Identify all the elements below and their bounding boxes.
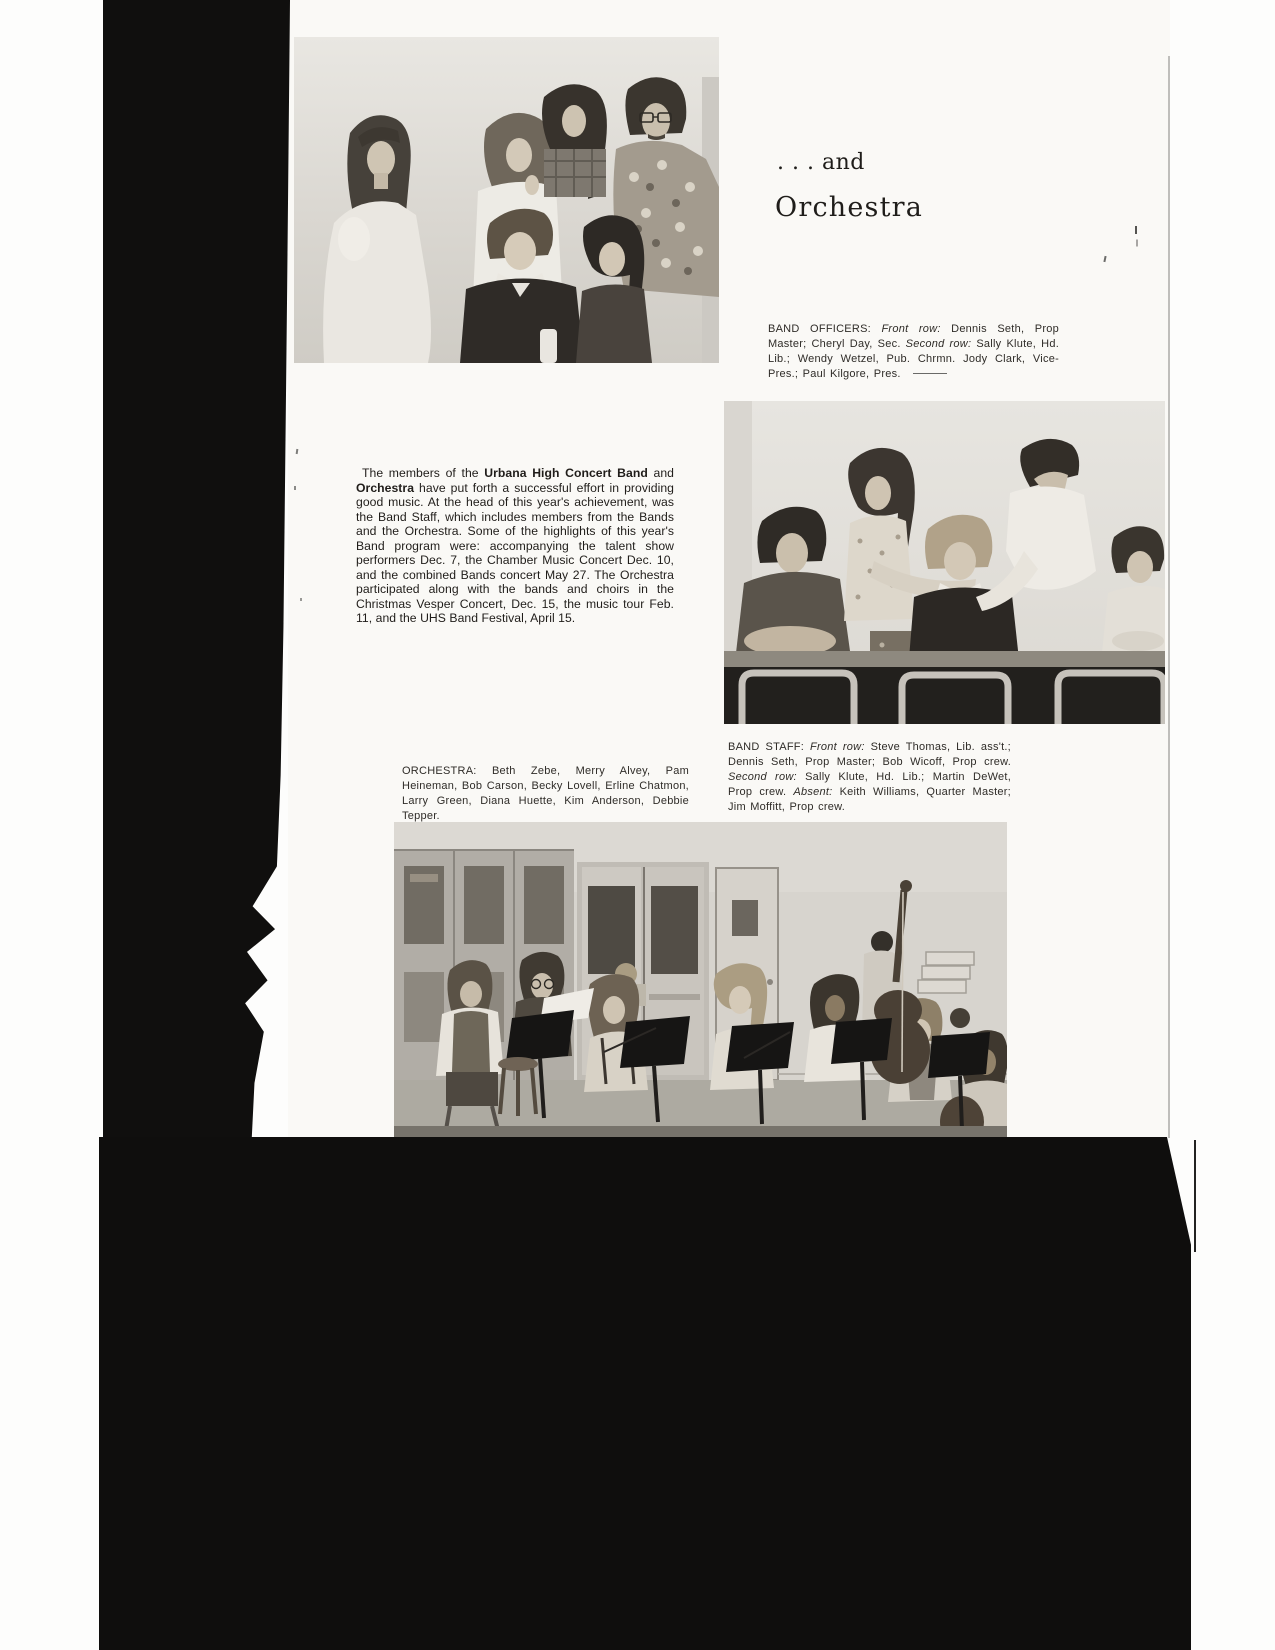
- intro-paragraph: [356, 466, 674, 626]
- paragraph-bold-orchestra: Orchestra: [356, 480, 415, 495]
- caption-lead: ORCHESTRA:: [402, 765, 492, 777]
- heading-ellipsis-and: . . . and: [777, 150, 865, 175]
- band-staff-photo: [724, 401, 1165, 724]
- scan-margin-tail-line: [1194, 1140, 1196, 1252]
- front-row-names: Dennis Seth, Prop Master; Cheryl Day, Sec.: [768, 323, 1059, 350]
- stacked-chairs: [918, 952, 974, 993]
- paragraph-lead: The members of the: [362, 466, 485, 480]
- paragraph-rest: have put forth a successful effort in providing good music. At the head of this year's achievement, was the Band Staff, which includes members from the Bands and the Orchestra. Some of the highlights of this year's Band program were: accompanying the talent show performers Dec. 7, the Chamber Music Concert Dec. 10, and the combined Bands concert May 27. The Orchestra participated along with the bands and choirs in the Christmas Vesper Concert, Dec. 15, the music tour Feb. 11, and the UHS Band Festival, April 15.: [356, 480, 674, 625]
- band-officers-caption: [768, 322, 1059, 382]
- caption-rule: [913, 371, 947, 374]
- scan-speck: [300, 598, 302, 601]
- band-staff-caption: [728, 740, 1011, 815]
- second-row-label: Second row:: [905, 338, 977, 350]
- caption-lead: BAND STAFF:: [728, 741, 811, 753]
- band-staff-photo-illustration: [724, 401, 1165, 724]
- band-officers-photo-illustration: [294, 37, 719, 363]
- scan-margin-left: [103, 0, 290, 1140]
- orchestra-names: Beth Zebe, Merry Alvey, Pam Heineman, Bob Carson, Becky Lovell, Erline Chatmon, Larry Green, Diana Huette, Kim Anderson, Debbie Tepper.: [402, 765, 690, 822]
- front-row-label: Front row:: [881, 323, 952, 335]
- orchestra-caption: [402, 764, 689, 824]
- paragraph-mid: and: [647, 466, 674, 480]
- paragraph-bold-band: Urbana High Concert Band: [484, 466, 648, 480]
- heading-orchestra: Orchestra: [775, 192, 924, 223]
- absent-names: Keith Williams, Quarter Master; Jim Moffitt, Prop crew.: [728, 786, 1011, 813]
- second-row-names: Sally Klute, Hd. Lib.; Martin DeWet, Prop crew.: [728, 771, 1011, 798]
- front-row-names: Steve Thomas, Lib. ass't.; Dennis Seth, Prop Master; Bob Wicoff, Prop crew.: [728, 741, 1011, 768]
- second-row-label: Second row:: [728, 771, 806, 783]
- second-row-names: Sally Klute, Hd. Lib.; Wendy Wetzel, Pub. Chrmn. Jody Clark, Vice-Pres.; Paul Kilgore, Pres.: [768, 338, 1060, 380]
- scan-speck: [294, 486, 296, 490]
- scan-speck: [1135, 226, 1137, 234]
- orchestra-photo-illustration: [394, 822, 1007, 1137]
- scan-margin-bottom: [99, 1137, 1191, 1650]
- absent-label: Absent:: [793, 786, 840, 798]
- person-silhouette-back-center: [542, 84, 607, 199]
- orchestra-photo: [394, 822, 1007, 1137]
- front-row-label: Front row:: [810, 741, 871, 753]
- caption-lead: BAND OFFICERS:: [768, 323, 882, 335]
- band-officers-photo: [294, 37, 719, 363]
- page-edge-line: [1168, 56, 1170, 1138]
